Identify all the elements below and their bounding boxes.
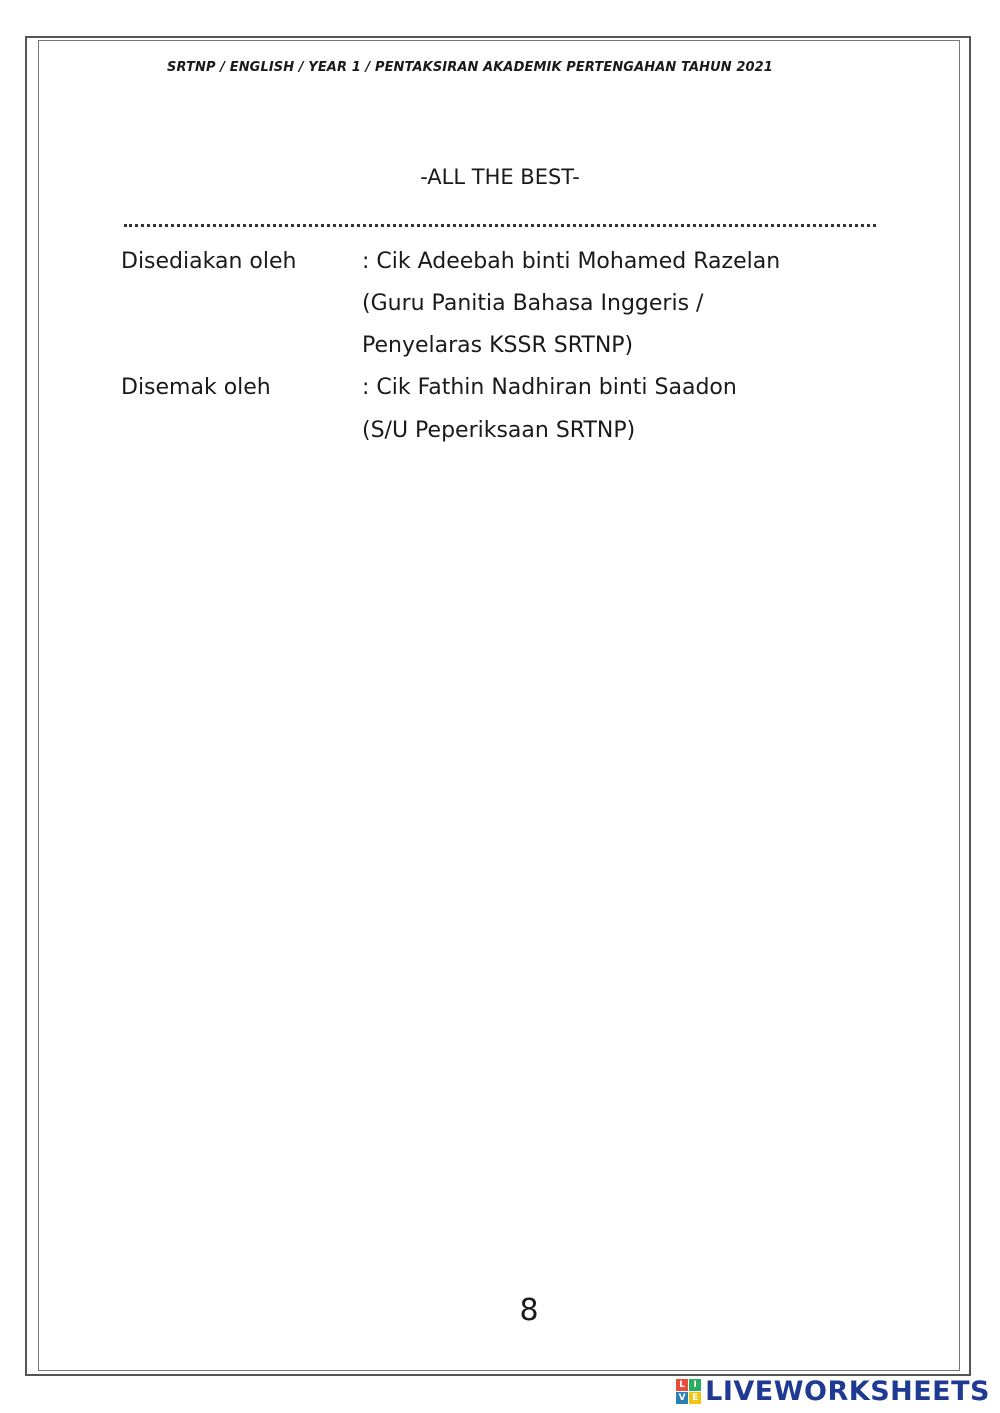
prepared-by-role-1: (Guru Panitia Bahasa Inggeris / <box>362 291 704 316</box>
page-border-inner <box>38 40 960 1371</box>
page-number: 8 <box>519 1293 539 1328</box>
prepared-by-label: Disediakan oleh <box>121 249 297 274</box>
dotted-divider <box>124 224 876 227</box>
prepared-by-name: : Cik Adeebah binti Mohamed Razelan <box>362 249 781 274</box>
watermark-text: LIVEWORKSHEETS <box>705 1376 990 1407</box>
reviewed-by-role: (S/U Peperiksaan SRTNP) <box>362 418 636 443</box>
document-header: SRTNP / ENGLISH / YEAR 1 / PENTAKSIRAN AKADEMIK PERTENGAHAN TAHUN 2021 <box>167 60 773 75</box>
logo-letter: L <box>676 1379 688 1391</box>
reviewed-by-label: Disemak oleh <box>121 375 271 400</box>
logo-letter: I <box>689 1379 701 1391</box>
logo-letter: V <box>676 1392 688 1404</box>
reviewed-by-name: : Cik Fathin Nadhiran binti Saadon <box>362 375 737 400</box>
logo-letter: E <box>689 1392 701 1404</box>
liveworksheets-logo-icon <box>676 1379 701 1404</box>
closing-text: -ALL THE BEST- <box>420 165 580 189</box>
liveworksheets-watermark <box>676 1376 990 1407</box>
prepared-by-role-2: Penyelaras KSSR SRTNP) <box>362 333 634 358</box>
